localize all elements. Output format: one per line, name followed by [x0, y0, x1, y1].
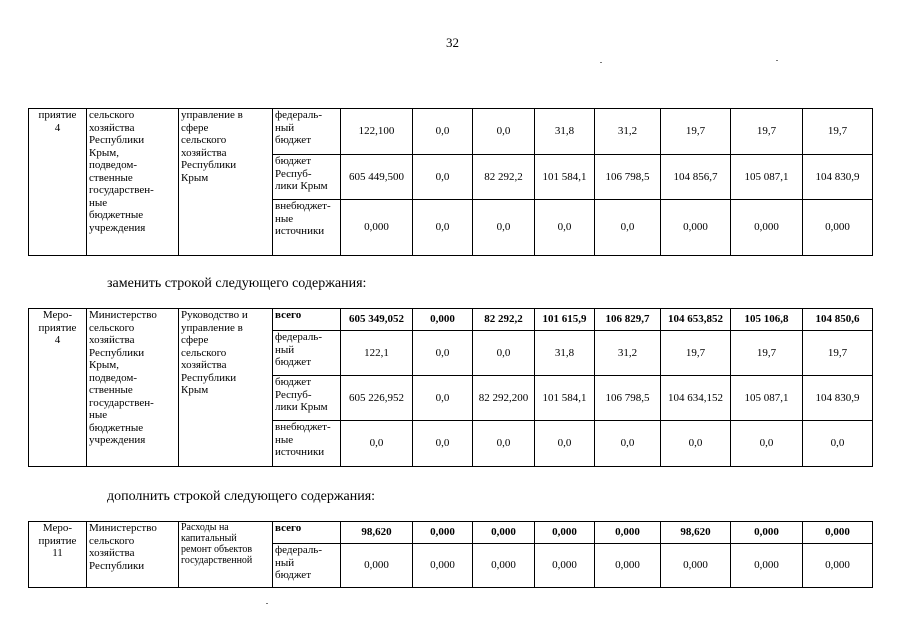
amount-cell: 105 106,8 — [731, 309, 803, 331]
amount-cell: 0,0 — [535, 200, 595, 256]
amount-cell: 19,7 — [661, 109, 731, 155]
table-row — [29, 109, 873, 155]
amount-cell: 122,1 — [341, 331, 413, 376]
measure-name-cell: Руководство и управление в сфере сельского хозяйства Республики Крым — [179, 309, 273, 467]
amount-cell: 0,0 — [803, 421, 873, 467]
amount-cell: 0,000 — [731, 200, 803, 256]
amount-cell: 105 087,1 — [731, 376, 803, 421]
amount-cell: 98,620 — [661, 522, 731, 544]
amount-cell: 19,7 — [803, 109, 873, 155]
amount-cell: 104 830,9 — [803, 155, 873, 200]
funding-source-cell: федераль- ный бюджет — [273, 331, 341, 376]
amount-cell: 104 830,9 — [803, 376, 873, 421]
amount-cell: 0,000 — [473, 544, 535, 588]
amount-cell: 19,7 — [731, 109, 803, 155]
amount-cell: 19,7 — [803, 331, 873, 376]
amount-cell: 106 798,5 — [595, 376, 661, 421]
executor-cell: Министерство сельского хозяйства Республики — [87, 522, 179, 588]
amount-cell: 0,0 — [413, 200, 473, 256]
measure-label: Меро- приятие 4 — [29, 309, 87, 467]
amount-cell: 31,8 — [535, 109, 595, 155]
amount-cell: 82 292,200 — [473, 376, 535, 421]
funding-source-cell: бюджет Респуб- лики Крым — [273, 376, 341, 421]
amount-cell: 0,0 — [595, 200, 661, 256]
measure-name-cell: Расходы на капитальный ремонт объектов государственной — [179, 522, 273, 588]
amount-cell: 122,100 — [341, 109, 413, 155]
amount-cell: 605 349,052 — [341, 309, 413, 331]
amount-cell: 0,000 — [731, 544, 803, 588]
amount-cell: 106 798,5 — [595, 155, 661, 200]
amount-cell: 98,620 — [341, 522, 413, 544]
amount-cell: 31,2 — [595, 109, 661, 155]
executor-cell: сельского хозяйства Республики Крым, подведом- ственные государствен- ные бюджетные учреждения — [87, 109, 179, 256]
amount-cell: 31,8 — [535, 331, 595, 376]
amount-cell: 605 449,500 — [341, 155, 413, 200]
table-replacement-rows — [28, 308, 873, 467]
amount-cell: 104 856,7 — [661, 155, 731, 200]
amount-cell: 0,0 — [473, 421, 535, 467]
amount-cell: 105 087,1 — [731, 155, 803, 200]
amount-cell: 0,0 — [535, 421, 595, 467]
heading-replace: заменить строкой следующего содержания: — [107, 276, 367, 291]
amount-cell: 0,000 — [595, 522, 661, 544]
amount-cell: 82 292,2 — [473, 155, 535, 200]
amount-cell: 0,0 — [661, 421, 731, 467]
measure-name-cell: управление в сфере сельского хозяйства Республики Крым — [179, 109, 273, 256]
table-appended-rows — [28, 521, 873, 588]
amount-cell: 0,000 — [413, 309, 473, 331]
amount-cell: 0,000 — [341, 200, 413, 256]
amount-cell: 19,7 — [731, 331, 803, 376]
amount-cell: 0,000 — [341, 544, 413, 588]
amount-cell: 82 292,2 — [473, 309, 535, 331]
funding-source-cell: всего — [273, 309, 341, 331]
amount-cell: 101 615,9 — [535, 309, 595, 331]
amount-cell: 0,0 — [731, 421, 803, 467]
amount-cell: 0,0 — [473, 109, 535, 155]
amount-cell: 0,000 — [731, 522, 803, 544]
amount-cell: 106 829,7 — [595, 309, 661, 331]
amount-cell: 0,000 — [661, 544, 731, 588]
amount-cell: 0,0 — [413, 376, 473, 421]
amount-cell: 0,000 — [803, 522, 873, 544]
funding-source-cell: бюджет Респуб- лики Крым — [273, 155, 341, 200]
amount-cell: 0,000 — [535, 544, 595, 588]
executor-cell: Министерство сельского хозяйства Республики Крым, подведом- ственные государствен- ные бюджетные учреждения — [87, 309, 179, 467]
amount-cell: 0,000 — [413, 544, 473, 588]
table-original-rows — [28, 108, 873, 256]
amount-cell: 0,0 — [413, 421, 473, 467]
measure-label: Меро- приятие 11 — [29, 522, 87, 588]
amount-cell: 101 584,1 — [535, 376, 595, 421]
amount-cell: 0,000 — [413, 522, 473, 544]
amount-cell: 0,000 — [595, 544, 661, 588]
funding-source-cell: федераль- ный бюджет — [273, 544, 341, 588]
table-row — [29, 522, 873, 544]
amount-cell: 0,000 — [803, 200, 873, 256]
funding-source-cell: федераль- ный бюджет — [273, 109, 341, 155]
amount-cell: 0,0 — [473, 331, 535, 376]
table-row — [29, 309, 873, 331]
amount-cell: 104 634,152 — [661, 376, 731, 421]
amount-cell: 605 226,952 — [341, 376, 413, 421]
amount-cell: 0,0 — [595, 421, 661, 467]
amount-cell: 101 584,1 — [535, 155, 595, 200]
amount-cell: 31,2 — [595, 331, 661, 376]
amount-cell: 0,0 — [413, 109, 473, 155]
page-number: 32 — [446, 35, 459, 50]
amount-cell: 0,000 — [473, 522, 535, 544]
amount-cell: 0,0 — [473, 200, 535, 256]
amount-cell: 0,000 — [535, 522, 595, 544]
measure-label: приятие 4 — [29, 109, 87, 256]
funding-source-cell: всего — [273, 522, 341, 544]
funding-source-cell: внебюджет- ные источники — [273, 421, 341, 467]
amount-cell: 104 653,852 — [661, 309, 731, 331]
amount-cell: 0,0 — [413, 155, 473, 200]
amount-cell: 0,000 — [803, 544, 873, 588]
amount-cell: 19,7 — [661, 331, 731, 376]
funding-source-cell: внебюджет- ные источники — [273, 200, 341, 256]
heading-append: дополнить строкой следующего содержания: — [107, 489, 376, 504]
amount-cell: 0,000 — [661, 200, 731, 256]
amount-cell: 0,0 — [341, 421, 413, 467]
amount-cell: 104 850,6 — [803, 309, 873, 331]
amount-cell: 0,0 — [413, 331, 473, 376]
